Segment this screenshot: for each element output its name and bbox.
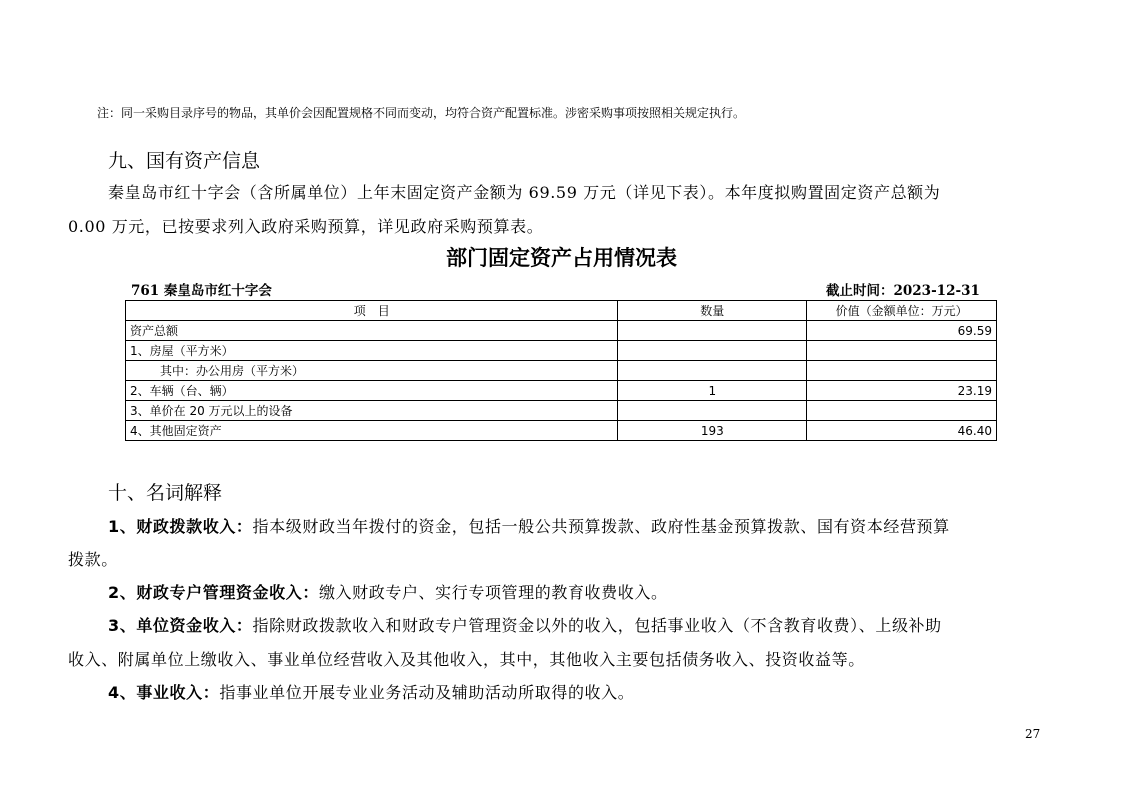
term-3-line-2: 收入、附属单位上缴收入、事业单位经营收入及其他收入，其中，其他收入主要包括债务收入、投资收益等。 <box>68 650 865 669</box>
row-item: 4、其他固定资产 <box>126 421 618 441</box>
section-9-paragraph-line-2: 0.00 万元，已按要求列入政府采购预算，详见政府采购预算表。 <box>68 217 544 236</box>
row-value: 46.40 <box>807 421 997 441</box>
table-row <box>126 361 997 381</box>
row-quantity <box>618 321 807 341</box>
term-1-line-2: 拨款。 <box>68 550 118 569</box>
header-quantity: 数量 <box>618 301 807 321</box>
row-item: 资产总额 <box>126 321 618 341</box>
table-row <box>126 421 997 441</box>
term-3-label: 3、单位资金收入： <box>108 616 253 635</box>
fixed-assets-table <box>125 300 997 441</box>
row-item: 3、单价在 20 万元以上的设备 <box>126 401 618 421</box>
table-row <box>126 321 997 341</box>
table-row <box>126 341 997 361</box>
header-value: 价值（金额单位：万元） <box>807 301 997 321</box>
deadline-date: 截止时间：2023-12-31 <box>826 283 980 299</box>
term-4-line-1 <box>108 680 634 703</box>
section-9-paragraph-line-1: 秦皇岛市红十字会（含所属单位）上年末固定资产金额为 69.59 万元（详见下表）。本年度拟购置固定资产总额为 <box>108 183 941 202</box>
table-title: 部门固定资产占用情况表 <box>446 245 677 270</box>
unit-name: 761 秦皇岛市红十字会 <box>131 283 272 299</box>
term-1-text: 指本级财政当年拨付的资金，包括一般公共预算拨款、政府性基金预算拨款、国有资本经营预算 <box>252 517 950 536</box>
row-item: 1、房屋（平方米） <box>126 341 618 361</box>
table-header-row <box>126 301 997 321</box>
footnote: 注：同一采购目录序号的物品，其单价会因配置规格不同而变动，均符合资产配置标准。涉密采购事项按照相关规定执行。 <box>97 106 746 120</box>
term-1-line-1 <box>108 514 950 537</box>
row-quantity <box>618 361 807 381</box>
table-row <box>126 401 997 421</box>
row-quantity: 1 <box>618 381 807 401</box>
term-2-text: 缴入财政专户、实行专项管理的教育收费收入。 <box>318 583 668 602</box>
term-2-label: 2、财政专户管理资金收入： <box>108 583 319 602</box>
term-2-line-1 <box>108 580 668 603</box>
header-item: 项 目 <box>126 301 618 321</box>
row-value <box>807 401 997 421</box>
term-3-line-1 <box>108 613 942 636</box>
section-10-heading: 十、名词解释 <box>108 482 223 504</box>
row-value: 23.19 <box>807 381 997 401</box>
term-1-label: 1、财政拨款收入： <box>108 517 253 536</box>
term-4-label: 4、事业收入： <box>108 683 220 702</box>
row-value <box>807 341 997 361</box>
row-quantity: 193 <box>618 421 807 441</box>
table-row <box>126 381 997 401</box>
row-value: 69.59 <box>807 321 997 341</box>
row-quantity <box>618 401 807 421</box>
term-3-text: 指除财政拨款收入和财政专户管理资金以外的收入，包括事业收入（不含教育收费）、上级补助 <box>252 616 942 635</box>
term-4-text: 指事业单位开展专业业务活动及辅助活动所取得的收入。 <box>219 683 635 702</box>
row-item: 其中：办公用房（平方米） <box>126 361 618 381</box>
row-item: 2、车辆（台、辆） <box>126 381 618 401</box>
page-number: 27 <box>1025 727 1041 741</box>
row-quantity <box>618 341 807 361</box>
section-9-heading: 九、国有资产信息 <box>108 150 261 172</box>
row-value <box>807 361 997 381</box>
